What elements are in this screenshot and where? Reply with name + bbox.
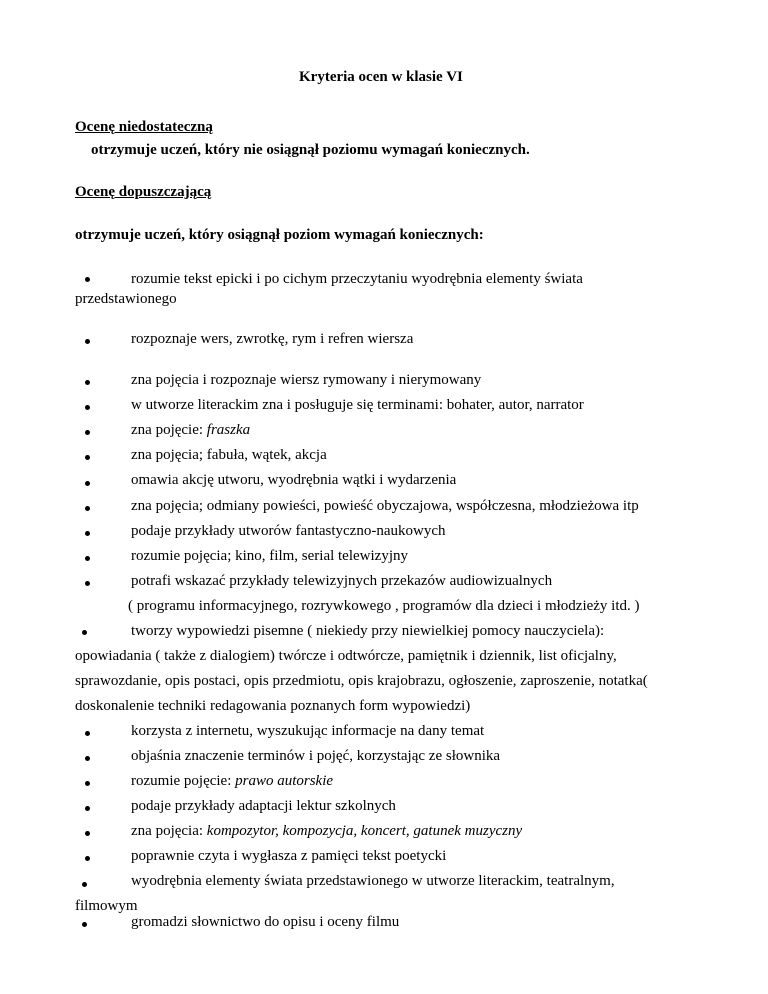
list-item: gromadzi słownictwo do opisu i oceny filmu <box>131 914 400 930</box>
list-item: rozumie tekst epicki i po cichym przeczytaniu wyodrębnia elementy świata <box>131 271 583 287</box>
list-item: korzysta z internetu, wyszukując informacje na dany temat <box>131 723 485 739</box>
list-item: zna pojęcia i rozpoznaje wiersz rymowany i nierymowany <box>131 372 482 388</box>
list-item-term: fraszka <box>206 422 251 438</box>
grade-insufficient-heading: Ocenę niedostateczną <box>75 119 213 135</box>
list-item: rozpoznaje wers, zwrotkę, rym i refren wiersza <box>131 331 414 347</box>
list-item: zna pojęcia; odmiany powieści, powieść obyczajowa, współczesna, młodzieżowa itp <box>131 498 639 514</box>
bullet <box>85 277 90 282</box>
list-item <box>131 421 250 439</box>
list-item: omawia akcję utworu, wyodrębnia wątki i wydarzenia <box>131 472 457 488</box>
bullet <box>85 581 90 586</box>
list-item <box>131 822 522 840</box>
bullet <box>85 339 90 344</box>
bullet <box>85 831 90 836</box>
list-item: objaśnia znaczenie terminów i pojęć, korzystając ze słownika <box>131 748 501 764</box>
list-item-continuation: filmowym <box>75 898 138 914</box>
list-item-term: prawo autorskie <box>235 773 334 789</box>
grade-sufficient-desc: otrzymuje uczeń, który osiągnął poziom wymagań koniecznych: <box>75 227 484 243</box>
list-item-term: kompozytor, kompozycja, koncert, gatunek muzyczny <box>206 823 523 839</box>
list-item: wyodrębnia elementy świata przedstawionego w utworze literackim, teatralnym, <box>131 873 615 889</box>
list-item-text: zna pojęcia: <box>131 823 207 839</box>
bullet <box>85 455 90 460</box>
bullet <box>85 556 90 561</box>
list-item: zna pojęcia; fabuła, wątek, akcja <box>131 447 327 463</box>
list-item: tworzy wypowiedzi pisemne ( niekiedy przy niewielkiej pomocy nauczyciela): <box>131 623 605 639</box>
list-item: poprawnie czyta i wygłasza z pamięci tekst poetycki <box>131 848 447 864</box>
list-item: rozumie pojęcia; kino, film, serial telewizyjny <box>131 548 408 564</box>
document-title: Kryteria ocen w klasie VI <box>299 69 463 85</box>
grade-sufficient-heading: Ocenę dopuszczającą <box>75 184 212 200</box>
bullet <box>85 430 90 435</box>
bullet <box>82 922 87 927</box>
bullet <box>85 781 90 786</box>
list-item: w utworze literackim zna i posługuje się terminami: bohater, autor, narrator <box>131 397 584 413</box>
bullet <box>85 856 90 861</box>
bullet <box>82 630 87 635</box>
bullet <box>85 531 90 536</box>
list-item-continuation: opowiadania ( także z dialogiem) twórcze i odtwórcze, pamiętnik i dziennik, list oficjalny, <box>75 648 617 664</box>
list-item-continuation: ( programu informacyjnego, rozrywkowego , programów dla dzieci i młodzieży itd. ) <box>128 598 640 614</box>
list-item <box>131 772 333 790</box>
bullet <box>82 882 87 887</box>
bullet <box>85 756 90 761</box>
bullet <box>85 481 90 486</box>
list-item-text: rozumie pojęcie: <box>131 773 236 789</box>
list-item: podaje przykłady adaptacji lektur szkolnych <box>131 798 396 814</box>
bullet <box>85 380 90 385</box>
bullet <box>85 405 90 410</box>
list-item: potrafi wskazać przykłady telewizyjnych przekazów audiowizualnych <box>131 573 553 589</box>
list-item-continuation: przedstawionego <box>75 291 177 307</box>
bullet <box>85 731 90 736</box>
list-item: podaje przykłady utworów fantastyczno-naukowych <box>131 523 446 539</box>
bullet <box>85 506 90 511</box>
bullet <box>85 806 90 811</box>
grade-insufficient-desc: otrzymuje uczeń, który nie osiągnął poziomu wymagań koniecznych. <box>91 142 530 158</box>
list-item-text: zna pojęcie: <box>131 422 207 438</box>
list-item-continuation: sprawozdanie, opis postaci, opis przedmiotu, opis krajobrazu, ogłoszenie, zaproszenie, notatka( <box>75 673 648 689</box>
list-item-continuation: doskonalenie techniki redagowania poznanych form wypowiedzi) <box>75 698 471 714</box>
